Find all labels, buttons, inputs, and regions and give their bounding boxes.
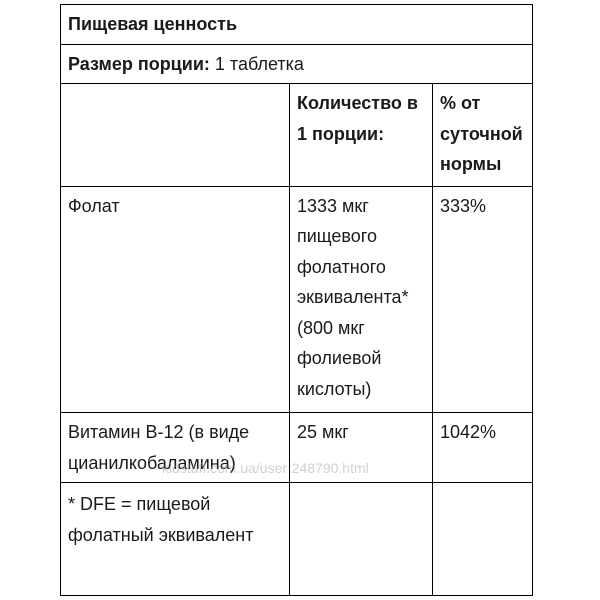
header-row [61,84,533,187]
footnote: * DFE = пищевой фолатный эквивалент [61,483,290,596]
header-amount: Количество в 1 порции: [290,84,433,187]
watermark: kidstaff.com.ua/user-248790.html [162,460,369,476]
serving-label: Размер порции: [68,53,210,74]
nutrition-facts-table [60,4,533,596]
nutrient-name: Витамин В-12 (в виде цианилкобаламина) [61,413,290,483]
serving-size [61,44,533,84]
header-empty-cell [61,84,290,187]
serving-value: 1 таблетка [214,53,304,74]
table-row [61,413,533,483]
footnote-empty-cell-2 [433,483,533,596]
footnote-row [61,483,533,596]
nutrient-amount: 25 мкг [290,413,433,483]
table-row [61,186,533,412]
nutrient-name: Фолат [61,186,290,412]
nutrient-daily-value: 333% [433,186,533,412]
nutrient-daily-value: 1042% [433,413,533,483]
footnote-empty-cell [290,483,433,596]
serving-row [61,44,533,84]
header-daily-value: % от суточной нормы [433,84,533,187]
table-title: Пищевая ценность [61,5,533,45]
title-row [61,5,533,45]
nutrient-amount: 1333 мкг пищевого фолатного эквивалента* (800 мкг фолиевой кислоты) [290,186,433,412]
